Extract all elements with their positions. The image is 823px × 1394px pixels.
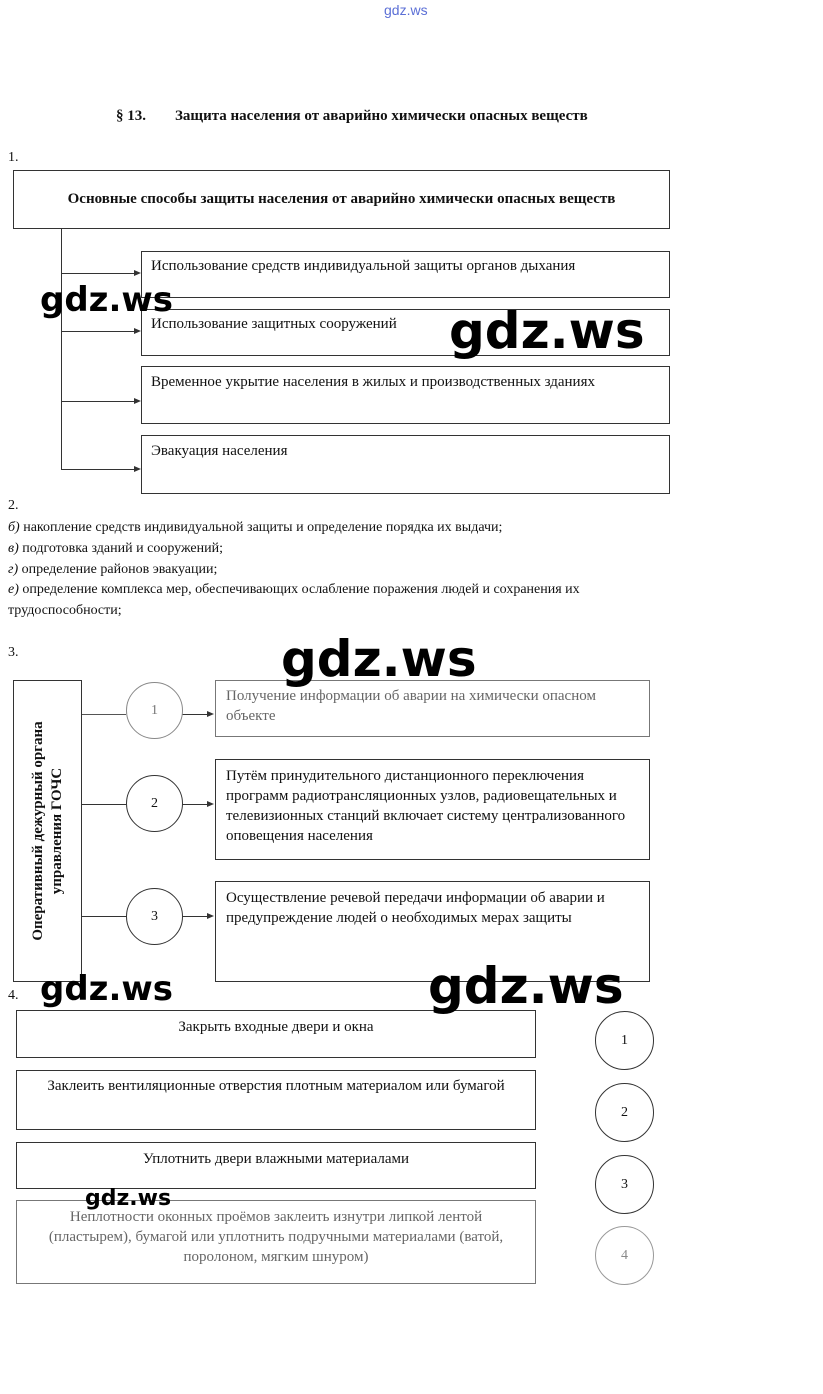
q4-circle-4: 4 xyxy=(595,1226,654,1285)
q4-circle-1: 1 xyxy=(595,1011,654,1070)
q2-line-4 xyxy=(8,582,580,598)
watermark-1: gdz.ws xyxy=(40,280,174,320)
q3-vertical-box xyxy=(13,680,82,982)
q4-box-4 xyxy=(16,1200,536,1284)
q2-continuation-text: трудоспособности; xyxy=(8,603,122,618)
q1-item-box-3 xyxy=(141,366,670,424)
q1-item-box-4 xyxy=(141,435,670,494)
q3-vertical-box-text: Оперативный дежурный органа управления ГОЧС xyxy=(29,721,65,941)
q1-branch-4 xyxy=(61,469,135,470)
q3-connector-1a xyxy=(82,714,126,715)
q4-box-1-text: Закрыть входные двери и окна xyxy=(178,1019,374,1035)
q4-box-1 xyxy=(16,1010,536,1058)
q4-circle-2: 2 xyxy=(595,1083,654,1142)
top-watermark: gdz.ws xyxy=(384,2,428,18)
q3-circle-2: 2 xyxy=(126,775,183,832)
q2-line-3 xyxy=(8,562,217,578)
q3-connector-2a xyxy=(82,804,126,805)
q2-line-4-letter: е) xyxy=(8,582,19,597)
q1-arrow-4 xyxy=(134,466,141,472)
q1-item-text-1: Использование средств индивидуальной защиты органов дыхания xyxy=(151,258,576,274)
question-4-number: 4. xyxy=(8,988,19,1003)
q3-box-1-text: Получение информации об аварии на химически опасном объекте xyxy=(226,688,596,724)
watermark-4: gdz.ws xyxy=(40,969,174,1009)
q3-connector-2b xyxy=(182,804,208,805)
q3-box-1 xyxy=(215,680,650,737)
q4-box-3 xyxy=(16,1142,536,1189)
q1-arrow-1 xyxy=(134,270,141,276)
page-title: Защита населения от аварийно химически опасных веществ xyxy=(175,108,588,124)
q4-box-2 xyxy=(16,1070,536,1130)
q3-connector-3a xyxy=(82,916,126,917)
q1-item-text-4: Эвакуация населения xyxy=(151,443,288,459)
q3-circle-3: 3 xyxy=(126,888,183,945)
q2-line-1-text: накопление средств индивидуальной защиты и определение порядка их выдачи; xyxy=(23,520,503,535)
q4-box-2-text: Заклеить вентиляционные отверстия плотным материалом или бумагой xyxy=(47,1078,505,1094)
q2-line-4-text: определение комплекса мер, обеспечивающих ослабление поражения людей и сохранения их xyxy=(22,582,580,597)
q1-item-text-3: Временное укрытие населения в жилых и производственных зданиях xyxy=(151,374,595,390)
q4-box-4-text: Неплотности оконных проёмов заклеить изнутри липкой лентой (пластырем), бумагой или уплотнить подручными материалами (ватой, поролоном, мягким шнуром) xyxy=(48,1209,504,1265)
q1-item-text-2: Использование защитных сооружений xyxy=(151,316,397,332)
q2-line-3-text: определение районов эвакуации; xyxy=(21,562,218,577)
q1-item-box-1 xyxy=(141,251,670,298)
q3-arrow-1 xyxy=(207,711,214,717)
q2-line-1-letter: б) xyxy=(8,520,20,535)
q3-circle-1: 1 xyxy=(126,682,183,739)
watermark-2: gdz.ws xyxy=(449,302,645,360)
q3-box-2 xyxy=(215,759,650,860)
q1-arrow-2 xyxy=(134,328,141,334)
q1-branch-3 xyxy=(61,401,135,402)
watermark-6: gdz.ws xyxy=(85,1186,172,1211)
q1-main-box-text: Основные способы защиты населения от аварийно химически опасных веществ xyxy=(67,191,616,207)
q3-arrow-3 xyxy=(207,913,214,919)
q4-box-3-text: Уплотнить двери влажными материалами xyxy=(142,1151,410,1167)
q2-line-2-text: подготовка зданий и сооружений; xyxy=(22,541,224,556)
watermark-5: gdz.ws xyxy=(428,957,624,1015)
q3-arrow-2 xyxy=(207,801,214,807)
q2-line-5 xyxy=(8,603,122,619)
watermark-3: gdz.ws xyxy=(281,630,477,688)
q2-line-1 xyxy=(8,520,502,536)
q2-line-2 xyxy=(8,541,223,557)
q3-connector-3b xyxy=(182,916,208,917)
q1-arrow-3 xyxy=(134,398,141,404)
q1-branch-1 xyxy=(61,273,135,274)
q1-branch-2 xyxy=(61,331,135,332)
q4-circle-3: 3 xyxy=(595,1155,654,1214)
q1-connector-vertical xyxy=(61,229,62,470)
q1-main-box xyxy=(13,170,670,229)
question-1-number: 1. xyxy=(8,150,19,165)
q3-box-2-text: Путём принудительного дистанционного переключения программ радиотрансляционных узлов, радиовещательных и телевизионных станций включает систему централизованного оповещения населения xyxy=(226,768,626,844)
question-2-number: 2. xyxy=(8,498,19,513)
q2-line-2-letter: в) xyxy=(8,541,19,556)
question-3-number: 3. xyxy=(8,645,19,660)
section-number: § 13. xyxy=(116,108,146,124)
q2-line-3-letter: г) xyxy=(8,562,19,577)
q3-box-3-text: Осуществление речевой передачи информации об аварии и предупреждение людей о необходимых мерах защиты xyxy=(226,890,605,926)
q3-connector-1b xyxy=(182,714,208,715)
